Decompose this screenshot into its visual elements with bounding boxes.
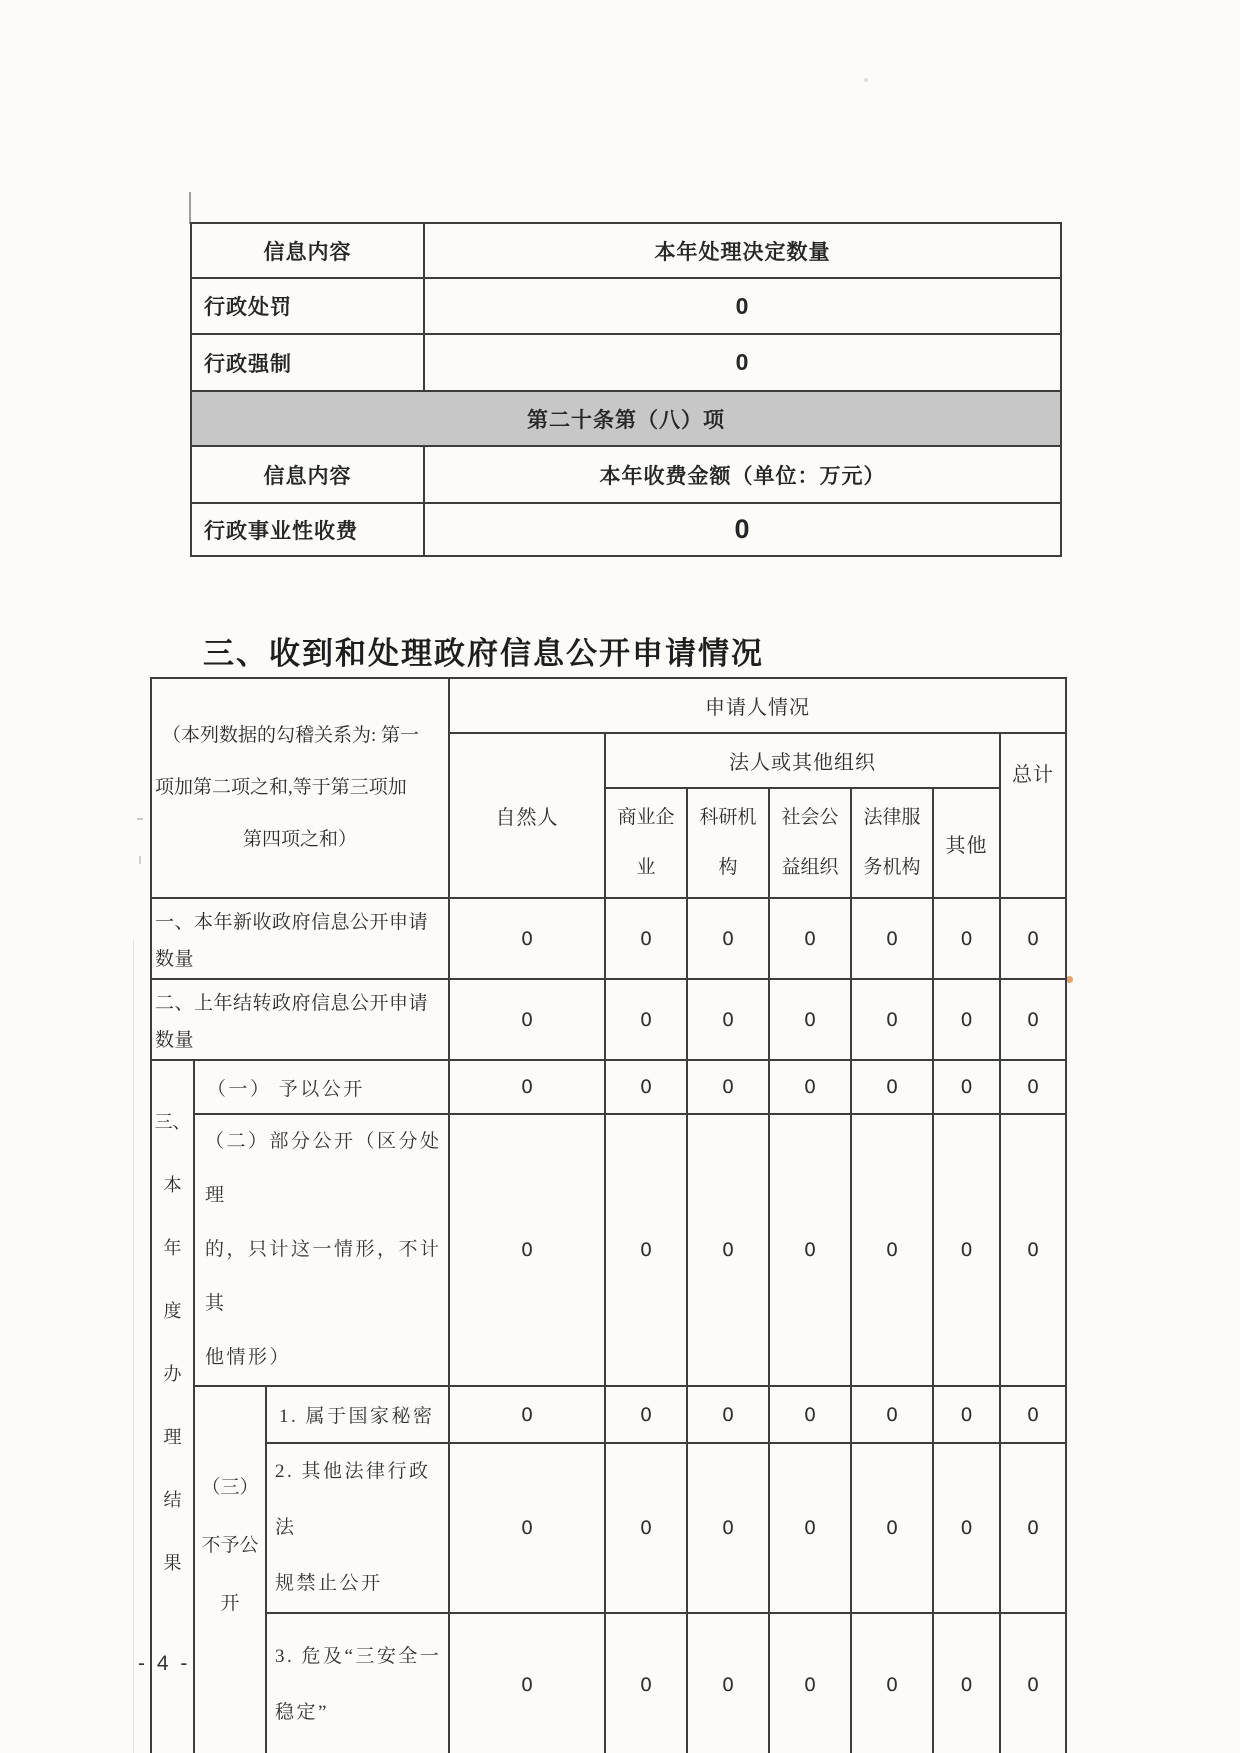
table-row <box>191 223 1061 278</box>
table-row <box>191 334 1061 391</box>
cell-value: 0 <box>933 1613 1000 1753</box>
cell-value: 0 <box>449 1114 605 1386</box>
row-label-law-prohibited <box>266 1443 449 1613</box>
cell-value: 0 <box>605 898 687 979</box>
table-row <box>151 678 1066 733</box>
cell-value: 0 <box>605 1114 687 1386</box>
header-line: 法律服 <box>863 807 921 828</box>
cell-value: 0 <box>449 1443 605 1613</box>
col-header-natural-person: 自然人 <box>449 733 605 898</box>
col-header-other: 其他 <box>933 788 1000 898</box>
table-row <box>191 391 1061 446</box>
cell-value: 0 <box>687 1613 769 1753</box>
row-label-admin-penalty: 行政处罚 <box>191 278 424 334</box>
col-header-total: 总计 <box>1000 733 1066 898</box>
header-line: 务机构 <box>863 857 921 878</box>
cell-value: 0 <box>851 1613 933 1753</box>
vertical-char: 办 <box>163 1364 182 1384</box>
column-header-info-content: 信息内容 <box>191 223 424 278</box>
scan-artifact <box>189 192 191 224</box>
cell-value: 0 <box>449 1613 605 1753</box>
label-line: （二）部分公开（区分处理 <box>205 1131 442 1206</box>
cell-value: 0 <box>933 1060 1000 1114</box>
scan-artifact <box>864 78 868 82</box>
cell-value: 0 <box>769 979 851 1060</box>
row-label-admin-fee: 行政事业性收费 <box>191 503 424 556</box>
cell-value: 0 <box>1000 1443 1066 1613</box>
label-line: 数量 <box>155 949 195 970</box>
cell-value: 0 <box>933 1114 1000 1386</box>
cell-value: 0 <box>1000 898 1066 979</box>
row-group-annual-results <box>151 1060 194 1753</box>
table-row <box>151 898 1066 979</box>
cell-value: 0 <box>851 1060 933 1114</box>
row-label-partially-disclosed <box>194 1114 449 1386</box>
page-number: - 4 - <box>138 1652 191 1675</box>
table-row <box>151 1443 1066 1613</box>
table-row <box>151 1114 1066 1386</box>
row-label-new-requests <box>151 898 449 979</box>
column-header-decision-count: 本年处理决定数量 <box>424 223 1061 278</box>
table-row <box>151 1386 1066 1443</box>
label-line: 一、本年新收政府信息公开申请 <box>155 912 429 933</box>
cell-value: 0 <box>687 1060 769 1114</box>
cell-value: 0 <box>851 1114 933 1386</box>
header-line: 科研机 <box>699 807 757 828</box>
info-content-table <box>190 222 1062 557</box>
col-header-commercial <box>605 788 687 898</box>
col-header-legal-service <box>851 788 933 898</box>
cell-value: 0 <box>605 979 687 1060</box>
cell-value: 0 <box>449 979 605 1060</box>
label-line: 3. 危及“三安全一 <box>275 1645 442 1667</box>
header-line: 商业企 <box>617 807 675 828</box>
header-line: 益组织 <box>781 857 839 878</box>
cell-value: 0 <box>424 334 1061 391</box>
cell-value: 0 <box>449 1386 605 1443</box>
label-line: （三） <box>201 1477 259 1498</box>
label-line: 稳定” <box>275 1701 329 1723</box>
vertical-char: 三、 <box>154 1112 191 1132</box>
column-header-info-content: 信息内容 <box>191 446 424 503</box>
col-header-applicant-status: 申请人情况 <box>449 678 1066 733</box>
cell-value: 0 <box>769 898 851 979</box>
cell-value: 0 <box>449 1060 605 1114</box>
cell-value: 0 <box>1000 1060 1066 1114</box>
cell-value: 0 <box>769 1386 851 1443</box>
table-row <box>151 979 1066 1060</box>
cell-value: 0 <box>851 1443 933 1613</box>
label-line: 他情形） <box>205 1347 292 1368</box>
scan-artifact <box>133 940 134 1753</box>
label-line: 规禁止公开 <box>275 1573 383 1594</box>
cell-value: 0 <box>605 1613 687 1753</box>
cell-value: 0 <box>851 1386 933 1443</box>
label-line: 数量 <box>155 1030 195 1051</box>
col-header-social-welfare <box>769 788 851 898</box>
row-label-endanger-safety <box>266 1613 449 1753</box>
col-header-legal-org: 法人或其他组织 <box>605 733 1000 788</box>
cell-value: 0 <box>933 898 1000 979</box>
table-row <box>191 446 1061 503</box>
cell-value: 0 <box>769 1060 851 1114</box>
cell-value: 0 <box>769 1613 851 1753</box>
scan-artifact <box>1066 976 1073 983</box>
cell-value: 0 <box>769 1114 851 1386</box>
cell-value: 0 <box>605 1443 687 1613</box>
label-line: 开 <box>220 1593 240 1614</box>
request-handling-table <box>150 677 1067 1753</box>
row-label-state-secret: 1. 属于国家秘密 <box>266 1386 449 1443</box>
vertical-char: 果 <box>163 1553 182 1573</box>
row-group-not-disclosed <box>194 1386 266 1753</box>
cell-value: 0 <box>605 1386 687 1443</box>
cell-value: 0 <box>851 898 933 979</box>
cell-value: 0 <box>424 278 1061 334</box>
cell-value: 0 <box>424 503 1061 556</box>
scan-artifact <box>137 818 143 820</box>
cell-value: 0 <box>687 1114 769 1386</box>
cell-value: 0 <box>933 1443 1000 1613</box>
cell-value: 0 <box>687 898 769 979</box>
vertical-char: 度 <box>163 1301 182 1321</box>
cell-value: 0 <box>1000 1386 1066 1443</box>
note-line: 第四项之和） <box>243 829 358 850</box>
section-3-title: 三、收到和处理政府信息公开申请情况 <box>203 636 764 671</box>
cell-value: 0 <box>933 1386 1000 1443</box>
article-20-item-8-band: 第二十条第（八）项 <box>191 391 1061 446</box>
label-line: 的，只计这一情形，不计其 <box>205 1239 442 1314</box>
label-line: 二、上年结转政府信息公开申请 <box>155 993 429 1014</box>
cell-value: 0 <box>687 1386 769 1443</box>
cell-value: 0 <box>449 898 605 979</box>
cell-value: 0 <box>851 979 933 1060</box>
table-row <box>191 503 1061 556</box>
row-label-admin-coercion: 行政强制 <box>191 334 424 391</box>
cell-value: 0 <box>687 979 769 1060</box>
row-label-carried-over <box>151 979 449 1060</box>
table-row <box>151 1060 1066 1114</box>
note-line: （本列数据的勾稽关系为: 第一 <box>162 725 420 746</box>
row-label-disclosed: （一） 予以公开 <box>194 1060 449 1114</box>
label-line: 不予公 <box>201 1535 259 1556</box>
cell-value: 0 <box>1000 1114 1066 1386</box>
header-line: 构 <box>718 857 738 878</box>
cell-value: 0 <box>1000 979 1066 1060</box>
col-header-research <box>687 788 769 898</box>
note-line: 项加第二项之和,等于第三项加 <box>155 777 407 798</box>
cell-value: 0 <box>687 1443 769 1613</box>
table-row <box>191 278 1061 334</box>
vertical-char: 结 <box>163 1490 182 1510</box>
note-cell <box>151 678 449 898</box>
vertical-char: 理 <box>163 1427 182 1447</box>
cell-value: 0 <box>605 1060 687 1114</box>
cell-value: 0 <box>769 1443 851 1613</box>
label-line: 2. 其他法律行政法 <box>275 1461 431 1538</box>
cell-value: 0 <box>1000 1613 1066 1753</box>
table-row <box>151 1613 1066 1753</box>
vertical-char: 年 <box>163 1238 182 1258</box>
header-line: 业 <box>636 857 656 878</box>
header-line: 社会公 <box>781 807 839 828</box>
column-header-fee-amount: 本年收费金额（单位：万元） <box>424 446 1061 503</box>
vertical-char: 本 <box>163 1175 182 1195</box>
cell-value: 0 <box>933 979 1000 1060</box>
scan-artifact <box>139 856 141 864</box>
